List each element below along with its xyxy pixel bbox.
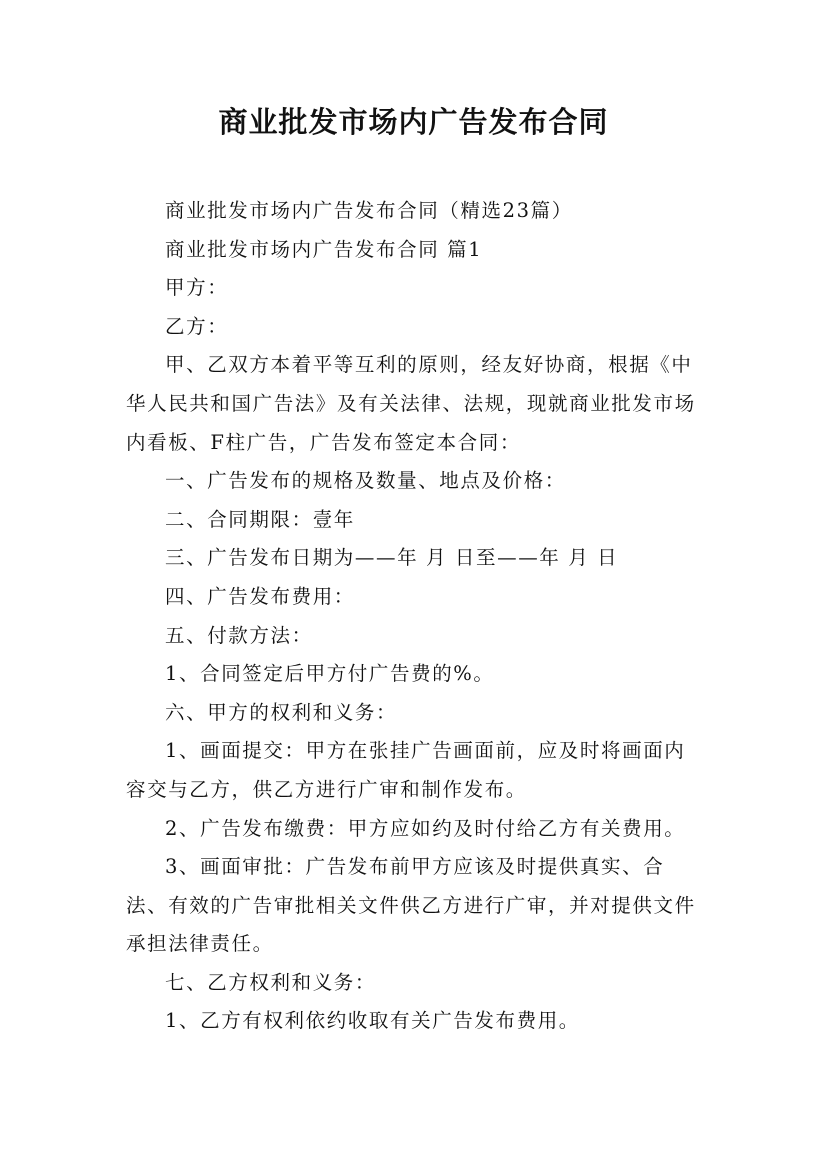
paragraph-section-6-item-2: 2、广告发布缴费：甲方应如约及时付给乙方有关费用。 [165,816,686,840]
paragraph-party-a: 甲方： [165,276,229,300]
paragraph-preamble: 甲、乙双方本着平等互利的原则，经友好协商，根据《中华人民共和国广告法》及有关法律、法规，现就商业批发市场内看板、F柱广告，广告发布签定本合同： [126,353,696,454]
paragraph-section-1: 一、广告发布的规格及数量、地点及价格： [165,469,566,493]
paragraph-section-5: 五、付款方法： [165,623,313,647]
document-title: 商业批发市场内广告发布合同 [218,105,609,139]
paragraph-section-7-item-1: 1、乙方有权利依约收取有关广告发布费用。 [165,1009,580,1033]
paragraph-section-5-item-1: 1、合同签定后甲方付广告费的%。 [165,662,495,686]
paragraph-part-heading: 商业批发市场内广告发布合同 篇1 [165,237,483,261]
paragraph-section-6: 六、甲方的权利和义务： [165,700,398,724]
paragraph-section-3: 三、广告发布日期为——年 月 日至——年 月 日 [165,546,619,570]
paragraph-section-2: 二、合同期限：壹年 [165,507,355,531]
document-body [126,192,706,1041]
paragraph-party-b: 乙方： [165,314,229,338]
paragraph-section-4: 四、广告发布费用： [165,584,355,608]
paragraph-section-6-item-3: 3、画面审批：广告发布前甲方应该及时提供真实、合法、有效的广告审批相关文件供乙方进行广审，并对提供文件承担法律责任。 [126,855,696,956]
paragraph-collection-title: 商业批发市场内广告发布合同（精选23篇） [165,199,573,222]
paragraph-section-6-item-1: 1、画面提交：甲方在张挂广告画面前，应及时将画面内容交与乙方，供乙方进行广审和制作发布。 [126,739,686,801]
paragraph-section-7: 七、乙方权利和义务： [165,970,377,994]
